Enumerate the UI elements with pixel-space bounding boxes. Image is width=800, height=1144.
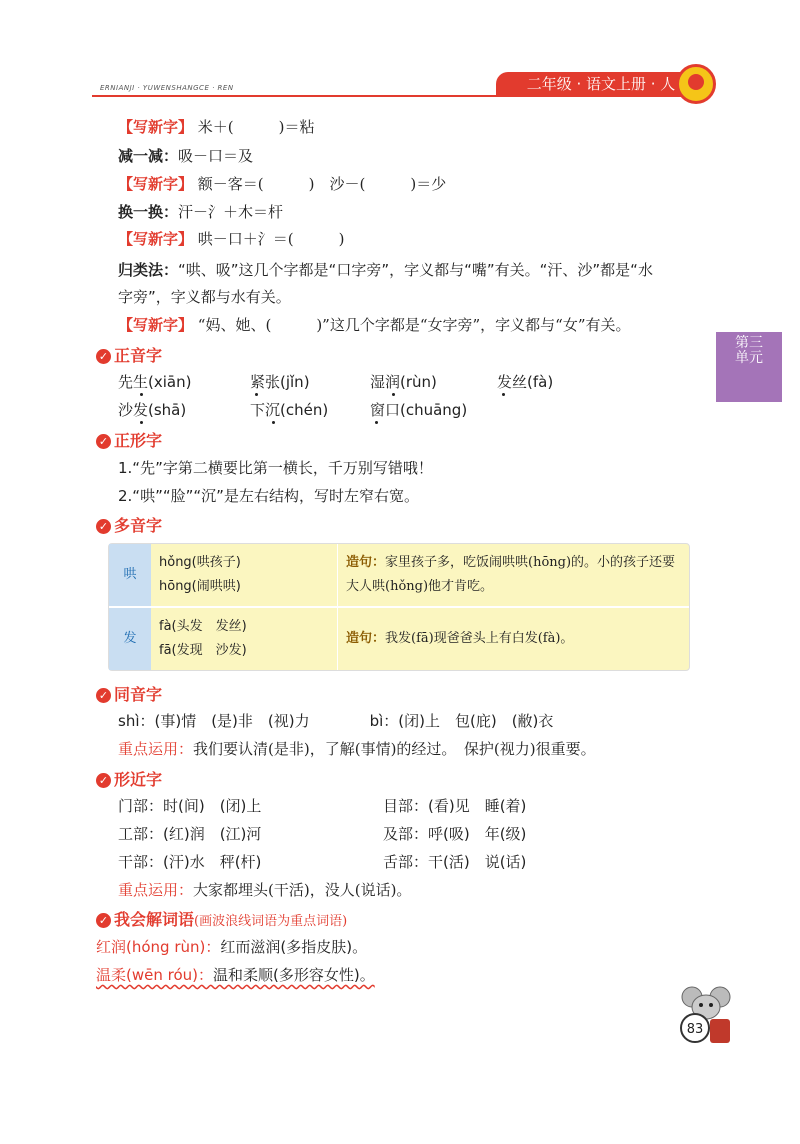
unit-side-tab: 第三单元 bbox=[716, 332, 782, 402]
zhengyin-item: 湿润(rùn) bbox=[370, 373, 437, 391]
zhengyin-item: 窗口(chuāng) bbox=[370, 401, 468, 419]
use-text: 大家都埋头(干活)，没人(说话)。 bbox=[193, 881, 412, 899]
emphasis-dot bbox=[140, 421, 143, 424]
section-title: 形近字 bbox=[114, 770, 163, 789]
section-title: 多音字 bbox=[114, 516, 163, 535]
logo-inner-icon bbox=[688, 74, 704, 90]
ciyu-word: 温柔(wēn róu)： bbox=[96, 966, 213, 984]
use-text: 我们要认清(是非)，了解(事情)的经过。 保护(视力)很重要。 bbox=[193, 740, 596, 758]
check-icon: ✓ bbox=[96, 519, 111, 534]
line-5 bbox=[118, 228, 345, 249]
duoyin-char: 哄 bbox=[109, 544, 151, 608]
reading: fā(发现 沙发) bbox=[159, 643, 247, 658]
text: 汗－氵＋木＝杆 bbox=[178, 203, 284, 221]
reading: hǒng(哄孩子) bbox=[159, 555, 241, 570]
xingjin-left: 门部：时(间) (闭)上 bbox=[118, 797, 262, 815]
header-rule bbox=[92, 95, 710, 97]
section-tongyin bbox=[96, 682, 162, 705]
sentence-text: 我发(fā)现爸爸头上有白发(fà)。 bbox=[385, 631, 574, 646]
line-3 bbox=[118, 173, 446, 194]
tongyin-use bbox=[118, 738, 596, 759]
zhengyin-item: 紧张(jǐn) bbox=[250, 373, 310, 391]
duoyin-sentence bbox=[338, 544, 689, 608]
line-4 bbox=[118, 201, 283, 222]
sentence-text: 家里孩子多，吃饭闹哄哄(hōng)的。小的孩子还要大人哄(hǒng)他才肯吃。 bbox=[346, 555, 676, 594]
use-label: 重点运用： bbox=[118, 881, 194, 899]
text: 额－客＝( ) 沙－( )＝少 bbox=[197, 175, 447, 193]
emphasis-dot bbox=[375, 421, 378, 424]
section-ciyu bbox=[96, 907, 347, 930]
zhengyin-item: 先生(xiān) bbox=[118, 373, 192, 391]
reading: fà(头发 发丝) bbox=[159, 619, 247, 634]
section-title: 正音字 bbox=[114, 346, 163, 365]
xingjin-right: 目部：(看)见 睡(着) bbox=[383, 797, 527, 815]
emphasis-dot bbox=[502, 393, 505, 396]
line-7: 字旁”，字义都与水有关。 bbox=[118, 288, 291, 306]
zhengyin-item: 沙发(shā) bbox=[118, 401, 187, 419]
zhengyin-item: 发丝(fà) bbox=[497, 373, 554, 391]
xingjin-right: 舌部：干(活) 说(话) bbox=[383, 853, 527, 871]
text: 吸－口＝及 bbox=[178, 147, 254, 165]
section-duoyin bbox=[96, 513, 162, 536]
section-title: 正形字 bbox=[114, 431, 163, 450]
emphasis-dot bbox=[140, 393, 143, 396]
text: “哄、吸”这几个字都是“口字旁”，字义都与“嘴”有关。“汗、沙”都是“水 bbox=[178, 261, 653, 279]
zhengyin-item: 下沉(chén) bbox=[250, 401, 329, 419]
tag: 换一换： bbox=[118, 203, 179, 221]
tag: 【写新字】 bbox=[118, 316, 194, 334]
header-badge: 二年级 · 语文上册 · 人 bbox=[496, 72, 706, 96]
ciyu-item bbox=[96, 936, 367, 957]
check-icon: ✓ bbox=[96, 688, 111, 703]
header-subtitle: ERNIANJI · YUWENSHANGCE · REN bbox=[100, 84, 234, 92]
sentence-label: 造句： bbox=[346, 631, 386, 646]
duoyin-sentence bbox=[338, 608, 689, 670]
duoyin-row bbox=[109, 608, 689, 670]
ciyu-def: 红而滋润(多指皮肤)。 bbox=[220, 938, 368, 956]
check-icon: ✓ bbox=[96, 773, 111, 788]
tag: 减一减： bbox=[118, 147, 179, 165]
line-8 bbox=[118, 314, 631, 335]
reading: hōng(闹哄哄) bbox=[159, 579, 241, 594]
duoyin-row bbox=[109, 544, 689, 608]
tag: 【写新字】 bbox=[118, 175, 194, 193]
sentence-label: 造句： bbox=[346, 555, 386, 570]
line-2 bbox=[118, 145, 253, 166]
section-title: 同音字 bbox=[114, 685, 163, 704]
section-zhengyin bbox=[96, 343, 162, 366]
check-icon: ✓ bbox=[96, 434, 111, 449]
duoyin-table bbox=[108, 543, 690, 671]
ciyu-item bbox=[96, 964, 375, 985]
section-xingjin bbox=[96, 767, 162, 790]
use-label: 重点运用： bbox=[118, 740, 194, 758]
xingjin-left: 工部：(红)润 (江)河 bbox=[118, 825, 262, 843]
zhengxing-item: 1.“先”字第二横要比第一横长，千万别写错哦！ bbox=[118, 459, 433, 477]
xingjin-left: 干部：(汗)水 秤(杆) bbox=[118, 853, 262, 871]
ciyu-word: 红润(hóng rùn)： bbox=[96, 938, 221, 956]
tag: 归类法： bbox=[118, 261, 179, 279]
emphasis-dot bbox=[272, 421, 275, 424]
section-note: (画波浪线词语为重点词语) bbox=[194, 914, 348, 929]
line-1 bbox=[118, 116, 315, 137]
xingjin-use bbox=[118, 879, 411, 900]
page-number: 83 bbox=[680, 1013, 710, 1043]
zhengxing-item: 2.“哄”“脸”“沉”是左右结构，写时左窄右宽。 bbox=[118, 487, 419, 505]
emphasis-dot bbox=[255, 393, 258, 396]
text: “妈、她、( )”这几个字都是“女字旁”，字义都与“女”有关。 bbox=[197, 316, 631, 334]
ciyu-def: 温和柔顺(多形容女性)。 bbox=[213, 966, 375, 984]
check-icon: ✓ bbox=[96, 913, 111, 928]
check-icon: ✓ bbox=[96, 349, 111, 364]
text: 米＋( )＝粘 bbox=[197, 118, 315, 136]
line-6 bbox=[118, 259, 653, 280]
tag: 【写新字】 bbox=[118, 230, 194, 248]
tongyin-line: shì：(事)情 (是)非 (视)力 bì：(闭)上 包(庇) (敝)衣 bbox=[118, 712, 554, 730]
duoyin-char: 发 bbox=[109, 608, 151, 670]
section-zhengxing bbox=[96, 428, 162, 451]
text: 哄－口＋氵＝( ) bbox=[197, 230, 345, 248]
section-title: 我会解词语 bbox=[114, 910, 195, 929]
tag: 【写新字】 bbox=[118, 118, 194, 136]
duoyin-readings bbox=[151, 544, 338, 608]
emphasis-dot bbox=[392, 393, 395, 396]
xingjin-right: 及部：呼(吸) 年(级) bbox=[383, 825, 527, 843]
duoyin-readings bbox=[151, 608, 338, 670]
